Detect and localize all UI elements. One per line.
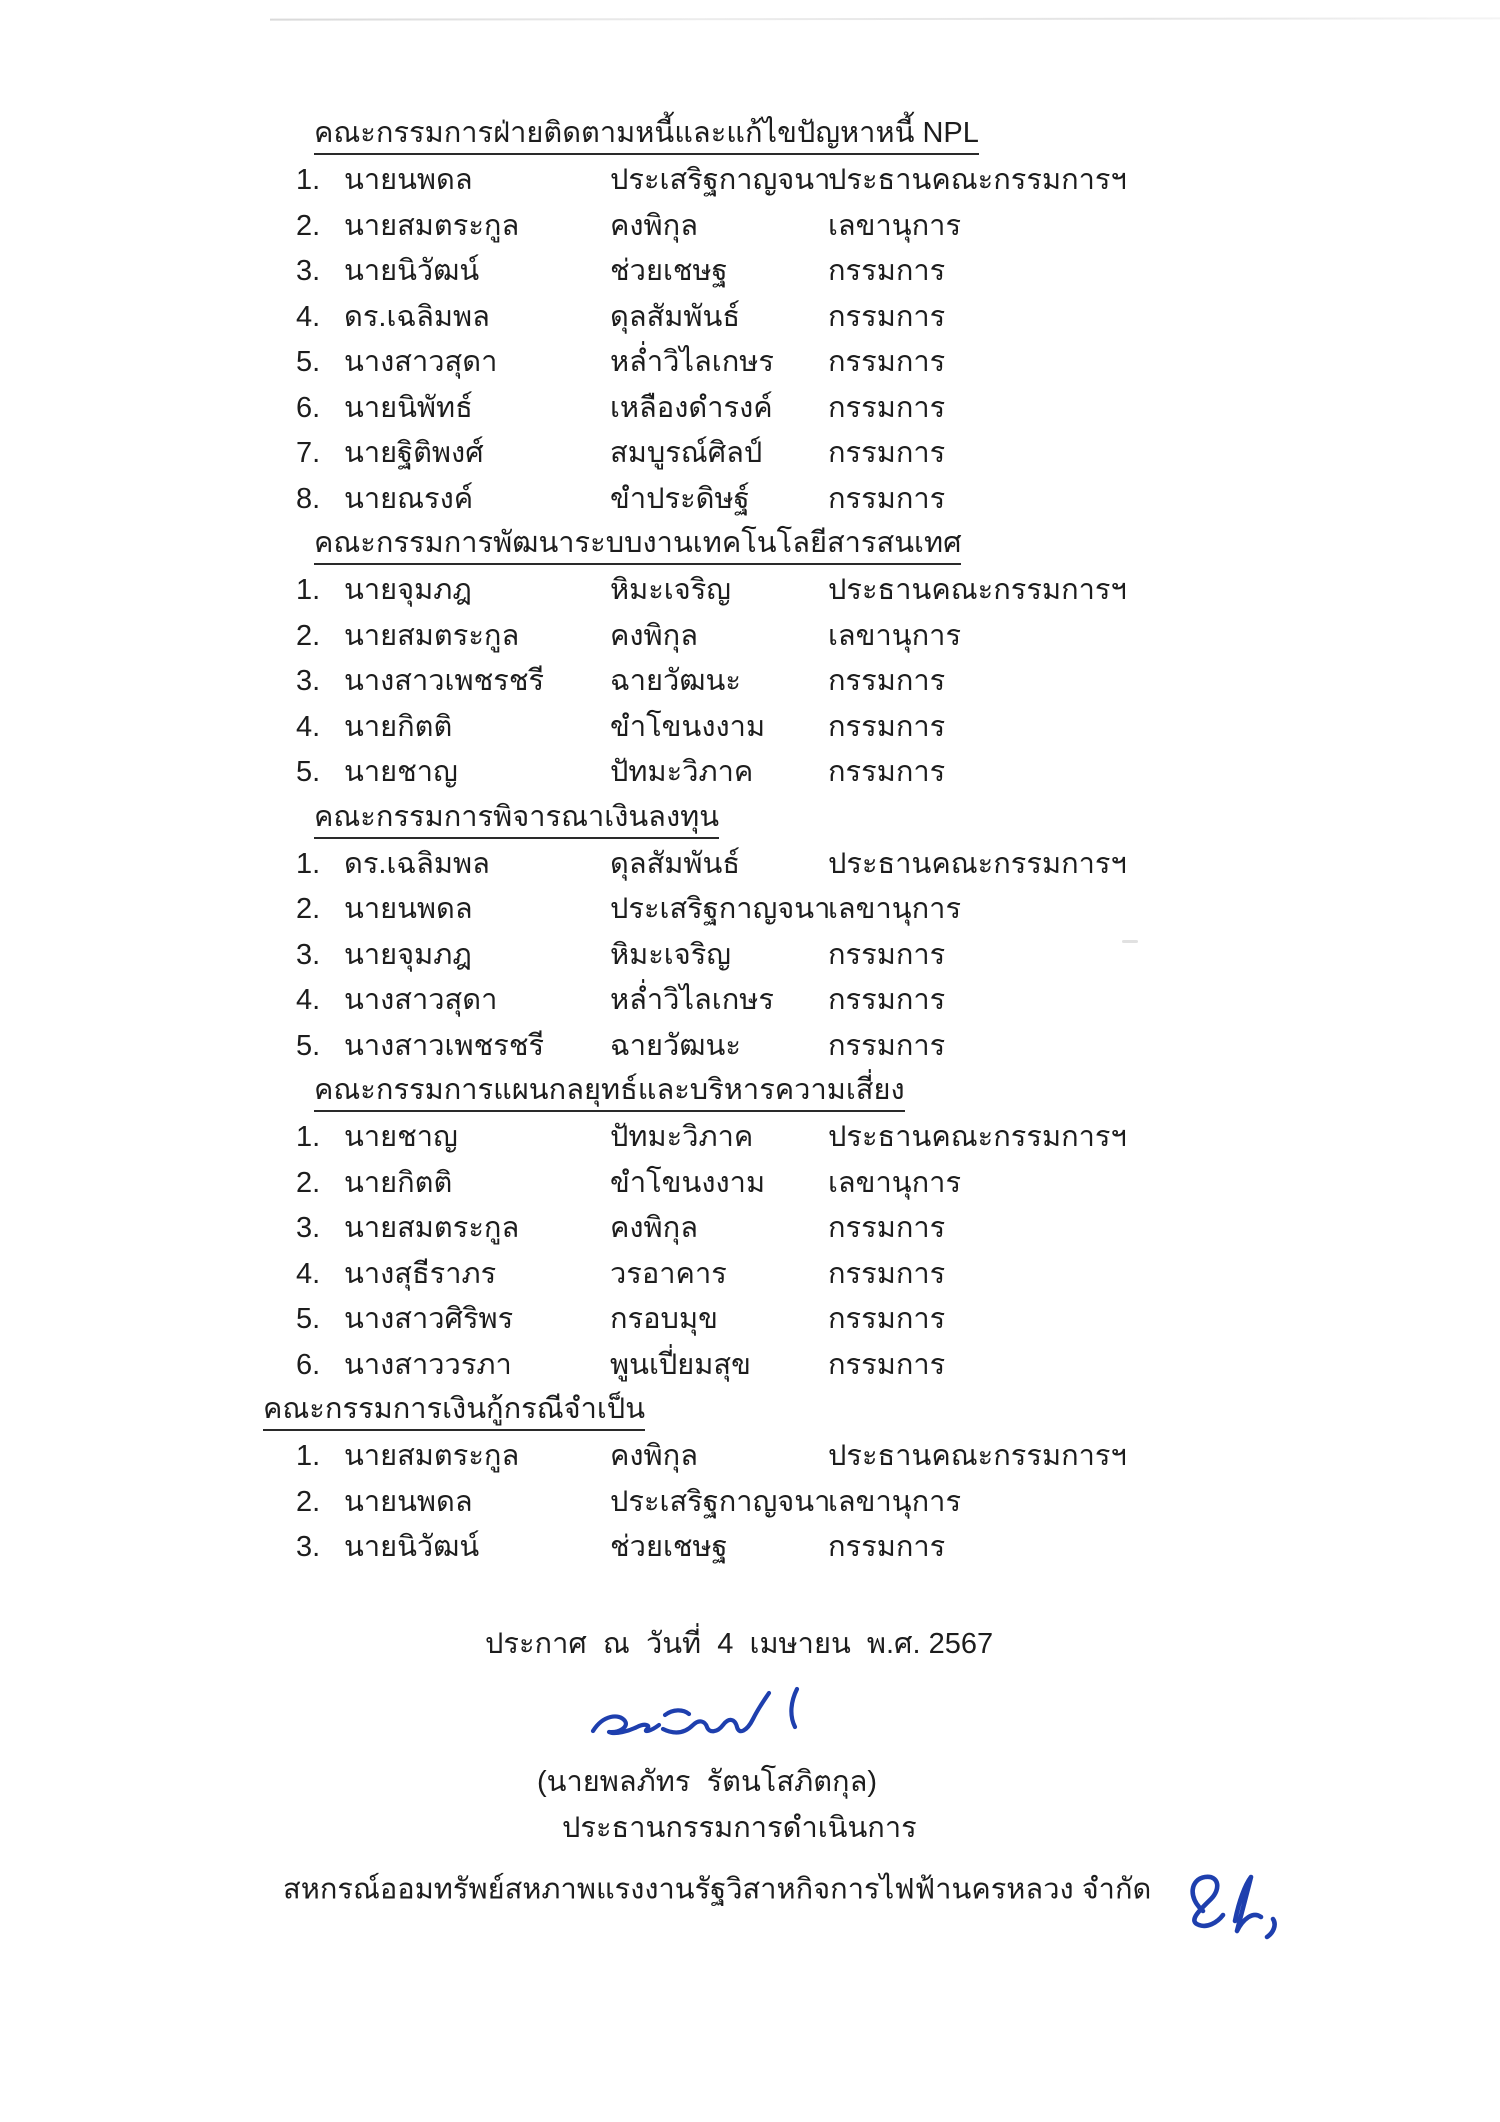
- member-role: ประธานคณะกรรมการฯ: [828, 164, 1127, 196]
- member-role: ประธานคณะกรรมการฯ: [828, 1440, 1127, 1472]
- member-role: กรรมการ: [828, 1531, 946, 1563]
- member-number: 4.: [296, 300, 321, 333]
- member-first-name: นายนพดล: [344, 893, 473, 925]
- member-number: 2.: [296, 619, 321, 652]
- member-first-name: นายกิตติ: [344, 1166, 453, 1199]
- committee-section: [0, 1069, 1500, 1388]
- member-number: 8.: [296, 482, 321, 515]
- member-role: เลขานุการ: [828, 1485, 962, 1518]
- member-first-name: นางสุธีราภร: [344, 1257, 497, 1290]
- member-number: 4.: [296, 1257, 321, 1290]
- section-rows: [0, 568, 1500, 796]
- member-role: กรรมการ: [828, 1257, 946, 1290]
- member-first-name: นายสมตระกูล: [344, 1440, 520, 1472]
- member-row: [296, 1480, 1500, 1526]
- member-last-name: ช่วยเชษฐ: [610, 1531, 728, 1563]
- committee-section: [0, 522, 1500, 796]
- member-role: กรรมการ: [828, 300, 946, 333]
- member-row: [296, 340, 1500, 386]
- signer-title: ประธานกรรมการดำเนินการ: [562, 1811, 917, 1844]
- member-row: [296, 705, 1500, 751]
- member-last-name: ประเสริฐกาญจนา: [610, 893, 831, 925]
- handwritten-signature-icon: [585, 1681, 855, 1749]
- member-row: [296, 386, 1500, 432]
- member-row: [296, 842, 1500, 888]
- member-last-name: ฉายวัฒนะ: [610, 665, 741, 697]
- member-role: กรรมการ: [828, 1212, 946, 1244]
- member-role: กรรมการ: [828, 665, 946, 697]
- section-header: [314, 796, 1500, 842]
- member-first-name: นางสาวเพชรชรี: [344, 665, 545, 697]
- member-row: [296, 933, 1500, 979]
- member-row: [296, 1161, 1500, 1207]
- member-row: [296, 568, 1500, 614]
- member-row: [296, 1206, 1500, 1252]
- member-role: กรรมการ: [828, 1348, 946, 1381]
- member-number: 4.: [296, 984, 321, 1016]
- member-number: 5.: [296, 1303, 321, 1335]
- member-first-name: นายสมตระกูล: [344, 619, 520, 652]
- member-number: 3.: [296, 255, 321, 287]
- member-role: เลขานุการ: [828, 209, 962, 242]
- member-first-name: นายนพดล: [344, 164, 473, 196]
- member-row: [296, 659, 1500, 705]
- member-number: 3.: [296, 1212, 321, 1244]
- member-role: กรรมการ: [828, 437, 946, 469]
- member-first-name: นายสมตระกูล: [344, 209, 520, 242]
- member-last-name: พูนเปี่ยมสุข: [610, 1348, 751, 1381]
- member-row: [296, 204, 1500, 250]
- member-first-name: นายฐิติพงศ์: [344, 437, 484, 469]
- member-first-name: ดร.เฉลิมพล: [344, 300, 490, 333]
- handwritten-initial-icon: [1169, 1867, 1289, 1947]
- member-row: [296, 1024, 1500, 1070]
- member-last-name: คงพิกุล: [610, 619, 699, 652]
- section-header: [314, 1069, 1500, 1115]
- member-number: 5.: [296, 346, 321, 378]
- member-number: 1.: [296, 1121, 321, 1153]
- member-first-name: นางสาวเพชรชรี: [344, 1029, 545, 1062]
- member-last-name: ปัทมะวิภาค: [610, 1121, 754, 1153]
- signature-area: [585, 1681, 1500, 1751]
- member-role: กรรมการ: [828, 710, 946, 743]
- member-row: [296, 431, 1500, 477]
- member-last-name: ปัทมะวิภาค: [610, 756, 754, 788]
- member-number: 6.: [296, 1348, 321, 1381]
- member-first-name: นางสาวศิริพร: [344, 1303, 514, 1335]
- member-last-name: ขำโขนงงาม: [610, 1166, 766, 1199]
- member-first-name: นายจุมภฎ: [344, 574, 472, 606]
- member-last-name: คงพิกุล: [610, 209, 699, 242]
- member-row: [296, 477, 1500, 523]
- member-first-name: นางสาวสุดา: [344, 984, 498, 1016]
- member-row: [296, 1252, 1500, 1298]
- member-first-name: นายนิพัทธ์: [344, 391, 473, 424]
- member-number: 6.: [296, 391, 321, 424]
- member-role: เลขานุการ: [828, 893, 962, 925]
- member-role: กรรมการ: [828, 482, 946, 515]
- member-first-name: ดร.เฉลิมพล: [344, 847, 490, 880]
- member-number: 1.: [296, 1440, 321, 1472]
- member-role: กรรมการ: [828, 938, 946, 971]
- member-first-name: นายกิตติ: [344, 710, 453, 743]
- member-role: กรรมการ: [828, 756, 946, 788]
- member-role: กรรมการ: [828, 391, 946, 424]
- member-number: 2.: [296, 893, 321, 925]
- member-last-name: ประเสริฐกาญจนา: [610, 164, 831, 196]
- member-row: [296, 295, 1500, 341]
- member-number: 3.: [296, 938, 321, 971]
- member-first-name: นายจุมภฎ: [344, 938, 472, 971]
- announcement-date-line: ประกาศ ณ วันที่ 4 เมษายน พ.ศ. 2567: [485, 1627, 994, 1660]
- member-number: 5.: [296, 1029, 321, 1062]
- member-number: 7.: [296, 437, 321, 469]
- member-last-name: ประเสริฐกาญจนา: [610, 1485, 831, 1518]
- member-last-name: วรอาคาร: [610, 1257, 727, 1290]
- member-last-name: ฉายวัฒนะ: [610, 1029, 741, 1062]
- member-number: 1.: [296, 164, 321, 196]
- member-first-name: นายนิวัฒน์: [344, 1531, 480, 1563]
- section-rows: [0, 158, 1500, 522]
- member-role: เลขานุการ: [828, 619, 962, 652]
- member-role: ประธานคณะกรรมการฯ: [828, 847, 1127, 880]
- signer-name: (นายพลภัทร รัตนโสภิตกุล): [537, 1765, 878, 1798]
- member-last-name: ขำประดิษฐ์: [610, 482, 750, 515]
- member-first-name: นายชาญ: [344, 756, 458, 788]
- member-role: กรรมการ: [828, 255, 946, 287]
- section-rows: [0, 1434, 1500, 1571]
- section-rows: [0, 1115, 1500, 1388]
- section-title: คณะกรรมการพัฒนาระบบงานเทคโนโลยีสารสนเทศ: [314, 525, 961, 565]
- member-row: [296, 887, 1500, 933]
- member-number: 1.: [296, 574, 321, 606]
- member-row: [296, 978, 1500, 1024]
- member-first-name: นางสาววรภา: [344, 1348, 512, 1381]
- member-last-name: ขำโขนงงาม: [610, 710, 766, 743]
- member-row: [296, 158, 1500, 204]
- member-last-name: ดุลสัมพันธ์: [610, 847, 741, 880]
- member-first-name: นายชาญ: [344, 1121, 458, 1153]
- member-number: 4.: [296, 710, 321, 743]
- member-number: 3.: [296, 665, 321, 697]
- member-last-name: คงพิกุล: [610, 1440, 699, 1472]
- section-title: คณะกรรมการแผนกลยุทธ์และบริหารความเสี่ยง: [314, 1072, 905, 1112]
- member-last-name: หิมะเจริญ: [610, 574, 731, 606]
- section-header: [314, 522, 1500, 568]
- member-last-name: หิมะเจริญ: [610, 938, 731, 971]
- member-last-name: ดุลสัมพันธ์: [610, 300, 741, 333]
- member-number: 2.: [296, 209, 321, 242]
- organization-name: สหกรณ์ออมทรัพย์สหภาพแรงงานรัฐวิสาหกิจการไฟฟ้านครหลวง จำกัด: [283, 1873, 1152, 1906]
- member-role: กรรมการ: [828, 984, 946, 1016]
- member-role: ประธานคณะกรรมการฯ: [828, 574, 1127, 606]
- member-role: ประธานคณะกรรมการฯ: [828, 1121, 1127, 1153]
- section-header: [263, 1388, 1500, 1434]
- member-role: กรรมการ: [828, 1029, 946, 1062]
- organization-line: [283, 1851, 1500, 1931]
- member-first-name: นางสาวสุดา: [344, 346, 498, 378]
- member-role: กรรมการ: [828, 346, 946, 378]
- member-role: กรรมการ: [828, 1303, 946, 1335]
- committee-section: [0, 112, 1500, 522]
- scan-artifact-dash: [1122, 940, 1138, 943]
- member-number: 5.: [296, 756, 321, 788]
- member-first-name: นายนิวัฒน์: [344, 255, 480, 287]
- member-last-name: ช่วยเชษฐ: [610, 255, 728, 287]
- member-role: เลขานุการ: [828, 1166, 962, 1199]
- document-footer: [0, 1621, 1500, 1931]
- member-number: 2.: [296, 1166, 321, 1199]
- member-number: 3.: [296, 1531, 321, 1563]
- member-row: [296, 1343, 1500, 1389]
- member-first-name: นายนพดล: [344, 1485, 473, 1518]
- member-row: [296, 1434, 1500, 1480]
- member-first-name: นายสมตระกูล: [344, 1212, 520, 1244]
- section-rows: [0, 842, 1500, 1070]
- member-last-name: คงพิกุล: [610, 1212, 699, 1244]
- section-title: คณะกรรมการพิจารณาเงินลงทุน: [314, 799, 719, 839]
- member-row: [296, 1525, 1500, 1571]
- section-header: [314, 112, 1500, 158]
- member-last-name: หล่ำวิไลเกษร: [610, 984, 774, 1016]
- member-first-name: นายณรงค์: [344, 482, 474, 515]
- member-last-name: สมบูรณ์ศิลป์: [610, 437, 763, 469]
- member-last-name: เหลืองดำรงค์: [610, 391, 773, 424]
- section-title: คณะกรรมการฝ่ายติดตามหนี้และแก้ไขปัญหาหนี้ NPL: [314, 115, 979, 155]
- member-row: [296, 750, 1500, 796]
- committee-section: [0, 1388, 1500, 1571]
- member-last-name: หล่ำวิไลเกษร: [610, 346, 774, 378]
- member-last-name: กรอบมุข: [610, 1303, 718, 1335]
- member-number: 1.: [296, 847, 321, 880]
- member-row: [296, 614, 1500, 660]
- member-row: [296, 1115, 1500, 1161]
- member-number: 2.: [296, 1485, 321, 1518]
- member-row: [296, 249, 1500, 295]
- committee-section: [0, 796, 1500, 1070]
- section-title: คณะกรรมการเงินกู้กรณีจำเป็น: [263, 1391, 645, 1431]
- member-row: [296, 1297, 1500, 1343]
